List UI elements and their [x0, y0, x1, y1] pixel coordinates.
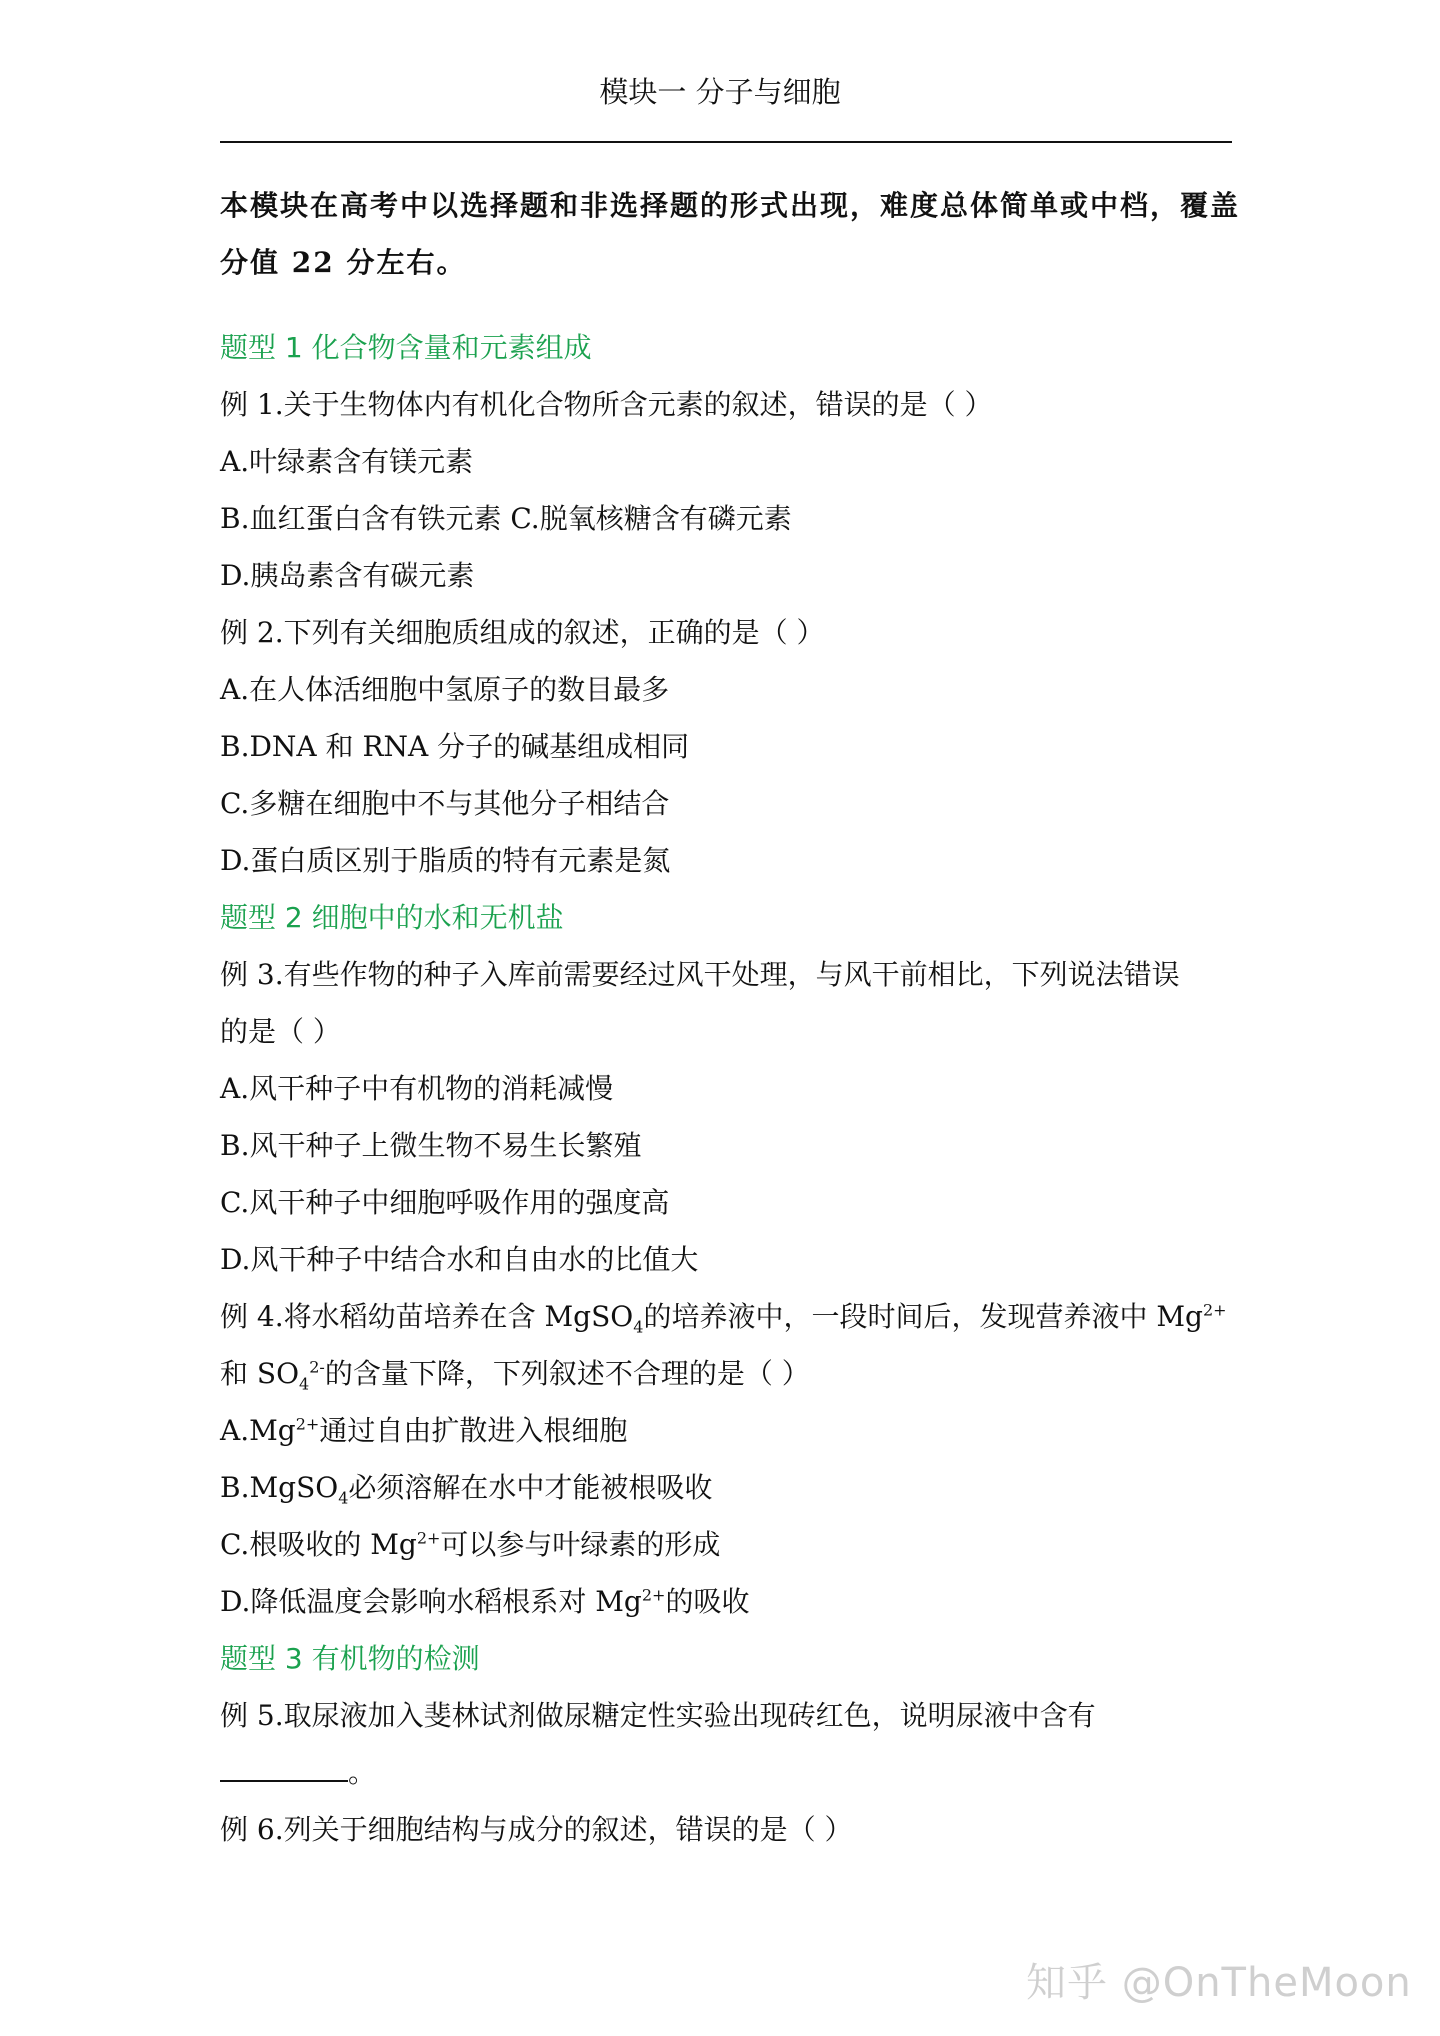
- text-run: 和 SO: [220, 1357, 300, 1390]
- text-run: 必须溶解在水中才能被根吸收: [348, 1471, 713, 1504]
- text-run: C.根吸收的 Mg: [220, 1528, 417, 1561]
- example-3-option-a: A.风干种子中有机物的消耗减慢: [220, 1072, 614, 1105]
- example-4-stem-line-2: [220, 1354, 810, 1394]
- title-divider: [220, 141, 1232, 143]
- text-run: 的吸收: [665, 1585, 750, 1618]
- example-4-option-b: [220, 1468, 712, 1508]
- text-run: 的培养液中，一段时间后，发现营养液中 Mg: [643, 1300, 1203, 1333]
- intro-line-1: 本模块在高考中以选择题和非选择题的形式出现，难度总体简单或中档，覆盖: [220, 189, 1241, 222]
- example-5-stem-line-1: 例 5.取尿液加入斐林试剂做尿糖定性实验出现砖红色，说明尿液中含有: [220, 1699, 1096, 1732]
- page-title: 模块一 分子与细胞: [599, 75, 841, 109]
- text-run: 可以参与叶绿素的形成: [440, 1528, 721, 1561]
- example-2-option-b: B.DNA 和 RNA 分子的碱基组成相同: [220, 730, 690, 763]
- text-run: D.降低温度会影响水稻根系对 Mg: [220, 1585, 642, 1618]
- example-3-stem-line-1: 例 3.有些作物的种子入库前需要经过风干处理，与风干前相比，下列说法错误: [220, 958, 1180, 991]
- example-3-stem-line-2: 的是（ ）: [220, 1015, 341, 1048]
- superscript: 2+: [1202, 1300, 1227, 1320]
- example-2-stem: 例 2.下列有关细胞质组成的叙述，正确的是（ ）: [220, 616, 825, 649]
- superscript: 2+: [295, 1414, 320, 1434]
- example-3-option-b: B.风干种子上微生物不易生长繁殖: [220, 1129, 642, 1162]
- example-3-option-d: D.风干种子中结合水和自由水的比值大: [220, 1243, 699, 1276]
- superscript: 2-: [309, 1357, 325, 1377]
- subscript: 4: [633, 1317, 644, 1337]
- section-heading-2: 题型 2 细胞中的水和无机盐: [220, 901, 564, 934]
- superscript: 2+: [416, 1528, 441, 1548]
- example-1-option-bc: B.血红蛋白含有铁元素 C.脱氧核糖含有磷元素: [220, 502, 792, 535]
- example-4-option-c: [220, 1525, 720, 1565]
- example-1-option-d: D.胰岛素含有碳元素: [220, 559, 475, 592]
- example-1-option-a: A.叶绿素含有镁元素: [220, 445, 474, 478]
- subscript: 4: [338, 1488, 349, 1508]
- text-run: 的含量下降，下列叙述不合理的是（ ）: [324, 1357, 810, 1390]
- example-4-stem-line-1: [220, 1297, 1227, 1337]
- example-5-stem-line-2: [220, 1753, 376, 1793]
- example-3-option-c: C.风干种子中细胞呼吸作用的强度高: [220, 1186, 670, 1219]
- subscript: 4: [299, 1374, 310, 1394]
- example-2-option-a: A.在人体活细胞中氢原子的数目最多: [220, 673, 670, 706]
- watermark: 知乎 @OnTheMoon: [1026, 1960, 1412, 2006]
- example-2-option-d: D.蛋白质区别于脂质的特有元素是氮: [220, 844, 671, 877]
- section-heading-1: 题型 1 化合物含量和元素组成: [220, 331, 592, 364]
- example-2-option-c: C.多糖在细胞中不与其他分子相结合: [220, 787, 670, 820]
- text-run: 通过自由扩散进入根细胞: [319, 1414, 628, 1447]
- intro-line-2: 分值 22 分左右。: [220, 246, 467, 279]
- text-run: 。: [348, 1756, 377, 1789]
- text-run: B.MgSO: [220, 1471, 339, 1504]
- superscript: 2+: [641, 1585, 666, 1605]
- example-4-option-a: [220, 1411, 627, 1451]
- example-6-stem: 例 6.列关于细胞结构与成分的叙述，错误的是（ ）: [220, 1813, 853, 1846]
- example-4-option-d: [220, 1582, 749, 1622]
- text-run: A.Mg: [220, 1414, 296, 1447]
- text-run: 例 4.将水稻幼苗培养在含 MgSO: [220, 1300, 634, 1333]
- section-heading-3: 题型 3 有机物的检测: [220, 1642, 480, 1675]
- example-1-stem: 例 1.关于生物体内有机化合物所含元素的叙述，错误的是（ ）: [220, 388, 993, 421]
- answer-blank[interactable]: [220, 1754, 348, 1782]
